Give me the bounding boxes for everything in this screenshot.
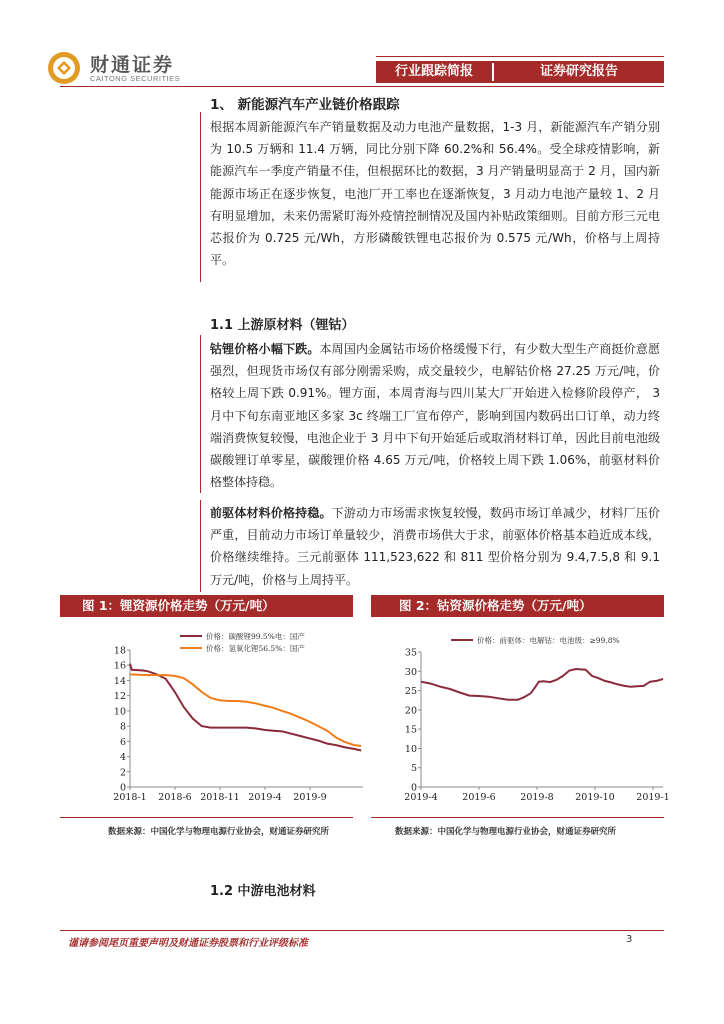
y-tick-label: 0 [119, 782, 126, 794]
y-tick-label: 2 [119, 767, 126, 779]
figure-2-source: 数据来源：中国化学与物理电源行业协会，财通证券研究所 [395, 827, 617, 837]
footer-disclaimer: 谨请参阅尾页重要声明及财通证券股票和行业评级标准 [68, 938, 308, 949]
header-top-rule [376, 56, 664, 57]
precursor-paragraph [210, 502, 660, 591]
series-line-1 [130, 664, 361, 751]
y-tick-label: 0 [410, 782, 417, 794]
logo-chinese-name: 财通证券 [90, 54, 175, 76]
y-tick-label: 35 [404, 647, 417, 659]
figure-2-box [371, 617, 670, 818]
figure-1-header [60, 595, 353, 617]
paragraph-rule [200, 500, 201, 592]
x-tick-label: 2019-9 [293, 792, 327, 803]
paragraph-body: 本周国内金属钴市场价格缓慢下行，有少数大型生产商挺价意愿强烈，但现货市场仅有部分刚需采购，成交量较少，电解钴价格 27.25 万元/吨，价格较上周下跌 0.91%。锂方面，本周青海与四川某大厂开始进入检修阶段停产， 3 月中下旬东南亚地区多家 3c 终端工厂宣布停产，影响到国内数码出口订单，动力终端消费恢复较慢，电池企业于 3 月中下旬开始延后或取消材料订单，因此目前电池级碳酸锂订单零星，碳酸锂价格 4.65 万元/吨，价格较上周下跌 1.06%，前驱材料价格整体持稳。 [210, 342, 660, 490]
x-tick-label: 2019-1 [636, 792, 670, 803]
figure-2-header [371, 595, 664, 617]
header-bottom-rule [60, 86, 664, 87]
paragraph-rule [200, 335, 201, 493]
x-tick-label: 2019-10 [575, 792, 615, 803]
x-tick-label: 2018-6 [158, 792, 192, 803]
lithium-cobalt-paragraph [210, 338, 660, 493]
x-tick-label: 2019-6 [462, 792, 496, 803]
y-tick-label: 10 [113, 706, 126, 718]
footer-rule [60, 930, 664, 931]
subsection-title-midstream: 1.2 中游电池材料 [210, 884, 316, 899]
x-tick-label: 2019-4 [248, 792, 282, 803]
paragraph-lead: 前驱体材料价格持稳。 [210, 506, 332, 520]
y-tick-label: 18 [113, 645, 126, 657]
paragraph-rule [200, 112, 201, 282]
paragraph-body: 下游动力市场需求恢复较慢，数码市场订单减少，材料厂压价严重，目前动力市场订单量较少，消费市场供大于求，前驱体价格基本趋近成本线，价格继续维持。三元前驱体 111,523,622 和 811 型价格分别为 9.4,7.5,8 和 9.1 万元/吨，价格与上周持平。 [210, 506, 660, 587]
header-tab-report-type: 行业跟踪简报 [394, 64, 473, 79]
y-tick-label: 30 [404, 666, 417, 678]
x-tick-label: 2019-4 [404, 792, 438, 803]
caitong-logo-icon [46, 50, 82, 86]
y-tick-label: 20 [404, 705, 417, 717]
x-tick-label: 2018-1 [113, 792, 147, 803]
figure-1-source: 数据来源：中国化学与物理电源行业协会，财通证券研究所 [108, 827, 330, 837]
x-tick-label: 2019-8 [520, 792, 554, 803]
y-tick-label: 6 [119, 736, 126, 748]
subsection-title-upstream: 1.1 上游原材料（锂钴） [210, 318, 355, 333]
figure-1-title: 图 1：锂资源价格走势（万元/吨） [82, 598, 275, 613]
paragraph-lead: 钴锂价格小幅下跌。 [210, 342, 320, 356]
x-tick-label: 2018-11 [200, 792, 240, 803]
lithium-price-chart [60, 617, 353, 817]
y-tick-label: 8 [119, 721, 126, 733]
figure-1-box [60, 617, 353, 818]
legend-label: 价格：前驱体：电解钴：电池级：≥99.8% [477, 636, 620, 645]
section-title: 1、 新能源汽车产业链价格跟踪 [210, 97, 400, 113]
page-number: 3 [626, 934, 633, 945]
series-line-2 [130, 674, 361, 746]
y-tick-label: 5 [410, 763, 417, 775]
y-tick-label: 16 [113, 660, 126, 672]
y-tick-label: 10 [404, 743, 417, 755]
y-tick-label: 14 [113, 675, 126, 687]
legend-label: 价格：碳酸锂99.5%电：国产 [206, 632, 305, 641]
figure-2-title: 图 2：钴资源价格走势（万元/吨） [399, 598, 592, 613]
y-tick-label: 4 [119, 752, 126, 764]
header-tab-research-report: 证券研究报告 [539, 64, 618, 79]
logo-english-name: CAITONG SECURITIES [90, 74, 181, 83]
cobalt-price-chart [371, 617, 670, 817]
y-tick-label: 25 [404, 686, 417, 698]
series-line-1 [421, 669, 663, 700]
legend-label: 价格：氢氧化锂56.5%：国产 [206, 644, 305, 653]
y-tick-label: 12 [113, 691, 126, 703]
y-tick-label: 15 [404, 724, 417, 736]
intro-paragraph: 根据本周新能源汽车产销量数据及动力电池产量数据，1-3 月，新能源汽车产销分别为 10.5 万辆和 11.4 万辆，同比分别下降 60.2%和 56.4%。受全球疫情影响，新能源汽车一季度产销量不佳，但根据环比的数据，3 月产销量明显高于 2 月，国内新能源市场正在逐步恢复，电池厂开工率也在逐渐恢复，3 月动力电池产量较 1、2 月有明显增加，未来仍需紧盯海外疫情控制情况及国内补贴政策细则。目前方形三元电芯报价为 0.725 元/Wh，方形磷酸铁锂电芯报价为 0.575 元/Wh，价格与上周持平。 [210, 120, 660, 268]
